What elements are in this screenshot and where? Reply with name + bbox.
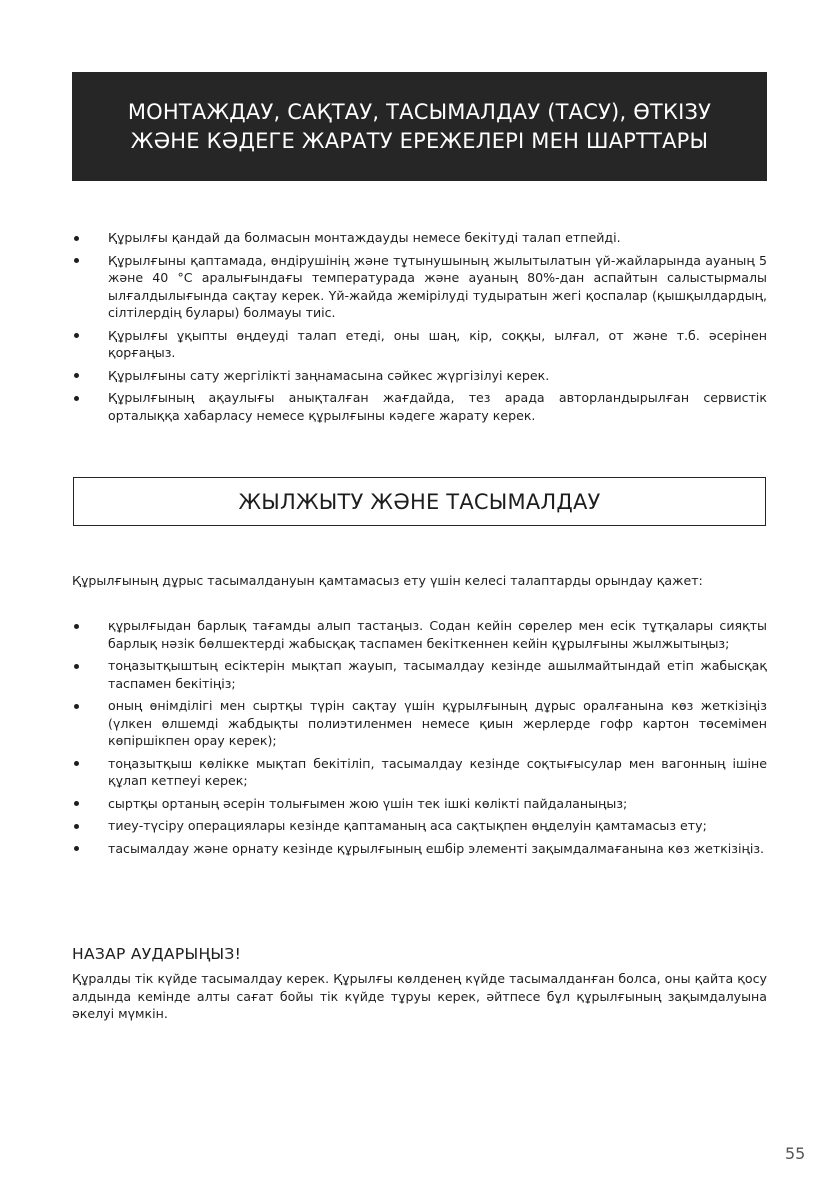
warning-text: Құралды тік күйде тасымалдау керек. Құрылғы көлденең күйде тасымалданған болса, оны қайта қосу алдында кемінде алты сағат бойы тік күйде тұруы керек, әйтпесе бұл құрылғының зақымдалуына әкелуі мүмкін. xyxy=(72,971,767,1021)
page-number: 55 xyxy=(785,1144,806,1163)
list-item: тоңазытқыш көлікке мықтап бекітіліп, тасымалдау кезінде соқтығысулар мен вагонның ішіне құлап кетпеуі керек; xyxy=(72,755,767,790)
banner-title-line-1: МОНТАЖДАУ, САҚТАУ, ТАСЫМАЛДАУ (ТАСУ), ӨТКІЗУ xyxy=(127,99,712,124)
list-item: тасымалдау және орнату кезінде құрылғының ешбір элементі зақымдалмағанына көз жеткізіңіз. xyxy=(72,840,767,858)
list-item: тоңазытқыштың есіктерін мықтап жауып, тасымалдау кезінде ашылмайтындай етіп жабысқақ таспамен бекітіңіз; xyxy=(72,657,767,692)
warning-title: НАЗАР АУДАРЫҢЫЗ! xyxy=(72,945,242,963)
list-item: Құрылғыны қаптамада, өндірушінің және тұтынушының жылытылатын үй-жайларында ауаның 5 және 40 °C аралығындағы температурада және ауаның 80%-дан аспайтын салыстырмалы ылғалдылығында сақтау керек. Үй-жайда жемірілуді тудыратын жегі қоспалар (қышқылдардың, сілтілердің булары) болмауы тиіс. xyxy=(72,252,767,322)
list-item: Құрылғы ұқыпты өңдеуді талап етеді, оны шаң, кір, соққы, ылғал, от және т.б. әсерінен қорғаңыз. xyxy=(72,327,767,362)
list-item: Құрылғы қандай да болмасын монтаждауды немесе бекітуді талап етпейді. xyxy=(72,229,767,247)
list-item: Құрылғыны сату жергілікті заңнамасына сәйкес жүргізілуі керек. xyxy=(72,367,767,385)
list-item: оның өнімділігі мен сыртқы түрін сақтау үшін құрылғының дұрыс оралғанына көз жеткізіңіз (үлкен өлшемді жабдықты полиэтиленмен немесе қиын жерлерде гофр картон төсемімен көпіршікпен орау керек); xyxy=(72,697,767,750)
transport-rules-list xyxy=(72,617,767,862)
list-item: Құрылғының ақаулығы анықталған жағдайда, тез арада авторландырылған сервистік орталыққа хабарласу немесе құрылғыны кәдеге жарату керек. xyxy=(72,389,767,424)
list-item: тиеу-түсіру операциялары кезінде қаптаманың аса сақтықпен өңделуін қамтамасыз ету; xyxy=(72,817,767,835)
list-item: құрылғыдан барлық тағамды алып тастаңыз. Содан кейін сөрелер мен есік тұтқалары сияқты барлық нәзік бөлшектерді жабысқақ таспамен бекіткеннен кейін құрылғыны жылжытыңыз; xyxy=(72,617,767,652)
banner-title-line-2: ЖӘНЕ КӘДЕГЕ ЖАРАТУ ЕРЕЖЕЛЕРІ МЕН ШАРТТАРЫ xyxy=(130,128,709,153)
storage-rules-list xyxy=(72,229,767,429)
transport-intro: Құрылғының дұрыс тасымалдануын қамтамасыз ету үшін келесі талаптарды орындау қажет: xyxy=(72,573,703,588)
section-banner xyxy=(72,72,767,181)
transport-section-title: ЖЫЛЖЫТУ ЖӘНЕ ТАСЫМАЛДАУ xyxy=(73,477,766,526)
list-item: сыртқы ортаның әсерін толығымен жою үшін тек ішкі көлікті пайдаланыңыз; xyxy=(72,795,767,813)
